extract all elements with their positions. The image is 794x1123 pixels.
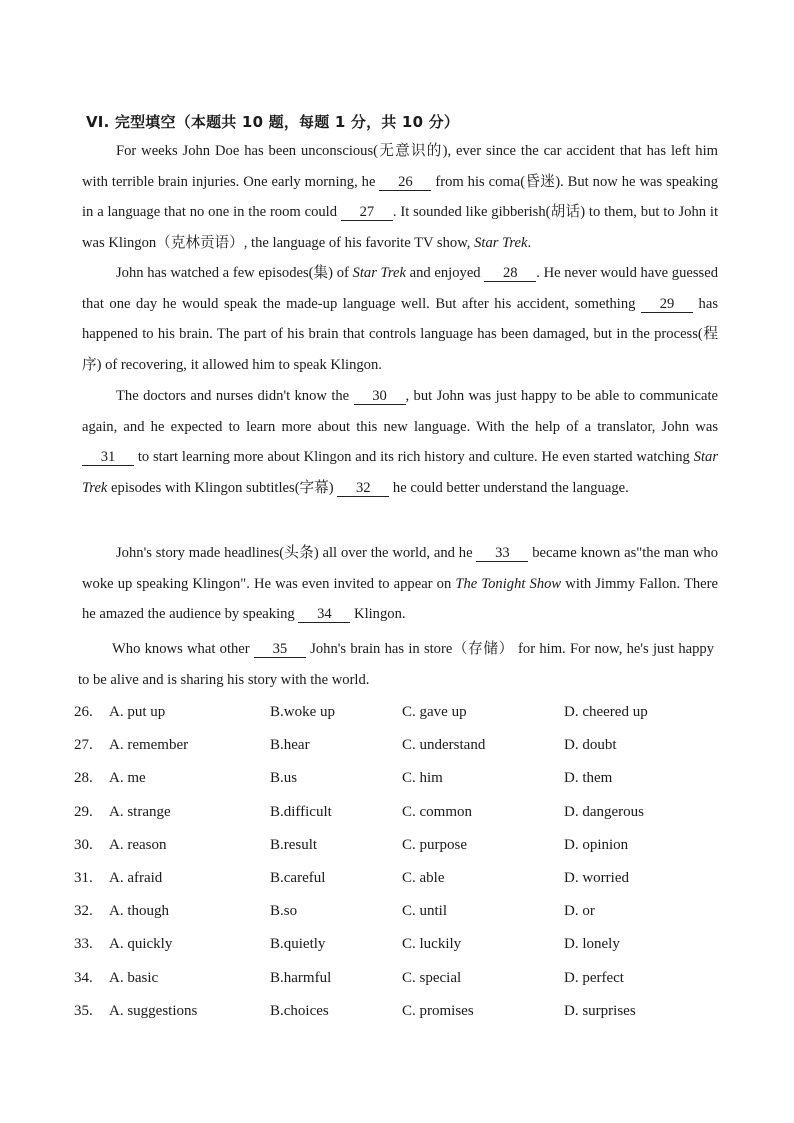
option-a: A. reason bbox=[109, 836, 167, 853]
paragraph-4 bbox=[82, 538, 718, 630]
option-d: D. doubt bbox=[564, 737, 617, 754]
option-b: B.difficult bbox=[270, 803, 332, 820]
option-b: B.quietly bbox=[270, 936, 326, 953]
option-d: D. cheered up bbox=[564, 704, 648, 720]
option-b: B.woke up bbox=[270, 704, 335, 720]
question-number: 31. bbox=[74, 869, 93, 886]
passage-text: and enjoyed bbox=[405, 265, 485, 281]
blank-31: 31 bbox=[82, 450, 134, 466]
passage-text: Klingon. bbox=[350, 606, 406, 622]
passage-text: has happened to his brain. The part of his brain that controls language has been damaged, but in the process(程序) of recovering, it allowed him to speak Klingon. bbox=[82, 295, 719, 373]
option-a: A. suggestions bbox=[109, 1002, 198, 1019]
passage-text: became known as"the man who woke up speaking Klingon". He was even invited to appear on bbox=[82, 545, 718, 592]
option-row-34 bbox=[74, 966, 734, 999]
passage-text: Who knows what other bbox=[112, 641, 254, 657]
passage-text: . It sounded like gibberish(胡话) to them, but to John it was Klingon（克林贡语）, the language of his favorite TV show, bbox=[82, 204, 718, 251]
answer-options bbox=[74, 700, 734, 1032]
option-b: B.result bbox=[270, 836, 318, 853]
option-a: A. afraid bbox=[109, 869, 163, 886]
option-c: C. special bbox=[402, 969, 462, 986]
show-title: The Tonight Show bbox=[455, 575, 562, 592]
option-d: D. opinion bbox=[564, 836, 629, 853]
section-heading: VI. 完型填空（本题共 10 题，每题 1 分，共 10 分） bbox=[86, 113, 460, 131]
blank-29: 29 bbox=[641, 297, 693, 313]
question-number: 26. bbox=[74, 704, 93, 720]
passage-text: to start learning more about Klingon and its rich history and culture. He even started watching bbox=[134, 449, 694, 465]
option-c: C. able bbox=[402, 869, 445, 886]
paragraph-3 bbox=[82, 381, 718, 503]
option-c: C. gave up bbox=[402, 704, 467, 720]
blank-34: 34 bbox=[298, 607, 350, 623]
option-d: D. perfect bbox=[564, 969, 624, 986]
blank-30: 30 bbox=[354, 389, 406, 405]
option-d: D. them bbox=[564, 770, 613, 787]
option-d: D. worried bbox=[564, 869, 629, 886]
option-a: A. quickly bbox=[109, 936, 173, 953]
passage-text: John has watched a few episodes(集) of bbox=[116, 265, 353, 281]
passage-text: John's story made headlines(头条) all over the world, and he bbox=[116, 545, 477, 561]
option-d: D. dangerous bbox=[564, 803, 644, 820]
question-number: 30. bbox=[74, 836, 93, 853]
option-b: B.us bbox=[270, 770, 298, 787]
passage-text: he could better understand the language. bbox=[389, 479, 629, 496]
option-b: B.harmful bbox=[270, 969, 332, 986]
option-b: B.choices bbox=[270, 1002, 329, 1019]
option-c: C. him bbox=[402, 770, 443, 787]
passage-text: . He never would have guessed that one day he would speak the made-up language well. But after his accident, something bbox=[82, 265, 718, 312]
option-row-35 bbox=[74, 999, 734, 1032]
passage-text: from his coma(昏迷). But now he was speaking in a language that no one in the room could bbox=[82, 173, 718, 220]
option-row-27 bbox=[74, 733, 734, 766]
option-b: B.hear bbox=[270, 737, 310, 754]
question-number: 28. bbox=[74, 770, 93, 787]
option-row-30 bbox=[74, 833, 734, 866]
option-row-32 bbox=[74, 899, 734, 932]
option-a: A. strange bbox=[109, 803, 171, 820]
passage-text: episodes with Klingon subtitles(字幕) bbox=[107, 479, 338, 496]
paragraph-1 bbox=[82, 136, 718, 258]
option-row-31 bbox=[74, 866, 734, 899]
show-title: Star Trek bbox=[352, 265, 406, 281]
passage-text: . bbox=[527, 234, 532, 251]
option-row-33 bbox=[74, 932, 734, 965]
question-number: 29. bbox=[74, 803, 93, 820]
passage-text: , but John was just happy to be able to communicate again, and he expected to learn more about this new language. With the help of a translator, John was bbox=[82, 388, 718, 435]
blank-35: 35 bbox=[254, 642, 306, 658]
blank-32: 32 bbox=[337, 481, 389, 497]
passage-text: John's brain has in store（存储） for him. For now, he's just happy to be alive and is sharing his story with the world. bbox=[78, 641, 714, 688]
blank-28: 28 bbox=[484, 266, 536, 282]
option-c: C. promises bbox=[402, 1002, 474, 1019]
option-a: A. put up bbox=[109, 704, 166, 720]
show-title: Star Trek bbox=[474, 234, 528, 251]
paragraph-2 bbox=[82, 258, 718, 380]
question-number: 34. bbox=[74, 969, 93, 986]
option-a: A. remember bbox=[109, 737, 189, 754]
option-a: A. basic bbox=[109, 969, 159, 986]
question-number: 32. bbox=[74, 903, 93, 920]
option-c: C. common bbox=[402, 803, 472, 820]
option-a: A. though bbox=[109, 903, 169, 920]
question-number: 27. bbox=[74, 737, 93, 754]
option-d: D. lonely bbox=[564, 936, 620, 953]
blank-27: 27 bbox=[341, 205, 393, 221]
passage-text: The doctors and nurses didn't know the bbox=[116, 388, 354, 404]
option-b: B.careful bbox=[270, 869, 326, 886]
passage-text: For weeks John Doe has been unconscious(无意识的), ever since the car accident that has left him with terrible brain injuries. One early morning, he bbox=[82, 143, 718, 190]
blank-33: 33 bbox=[476, 546, 528, 562]
option-d: D. or bbox=[564, 903, 595, 920]
show-title: Star Trek bbox=[82, 449, 718, 496]
passage-text: with Jimmy Fallon. There he amazed the audience by speaking bbox=[82, 575, 718, 622]
option-row-29 bbox=[74, 800, 734, 833]
paragraph-5 bbox=[78, 634, 714, 695]
option-c: C. understand bbox=[402, 737, 486, 754]
option-c: C. until bbox=[402, 903, 448, 920]
option-row-26 bbox=[74, 700, 734, 733]
option-row-28 bbox=[74, 766, 734, 799]
blank-26: 26 bbox=[379, 175, 431, 191]
question-number: 33. bbox=[74, 936, 93, 953]
option-c: C. luckily bbox=[402, 936, 462, 953]
option-a: A. me bbox=[109, 770, 146, 787]
option-c: C. purpose bbox=[402, 836, 467, 853]
option-d: D. surprises bbox=[564, 1002, 636, 1019]
question-number: 35. bbox=[74, 1002, 93, 1019]
option-b: B.so bbox=[270, 903, 298, 920]
